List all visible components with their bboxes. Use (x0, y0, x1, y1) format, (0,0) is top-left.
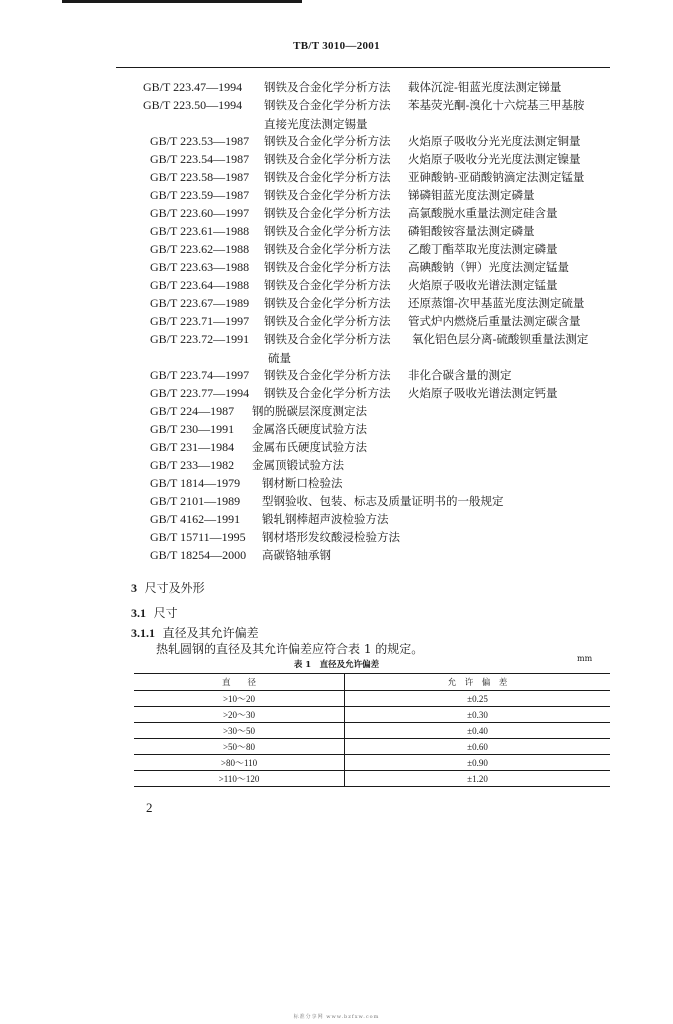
table-header-row (134, 674, 610, 691)
reference-title: 钢铁及合金化学分析方法 (264, 134, 391, 148)
reference-item (0, 98, 673, 114)
reference-method: 高氯酸脱水重量法测定硅含量 (408, 206, 558, 220)
reference-method: 磷钼酸铵容量法测定磷量 (408, 224, 535, 238)
reference-method: 苯基荧光酮-溴化十六烷基三甲基胺 (408, 98, 585, 112)
reference-item (0, 512, 673, 528)
table-row (134, 723, 610, 739)
section-3-1-1-title: 直径及其允许偏差 (162, 626, 259, 640)
reference-title: 钢铁及合金化学分析方法 (264, 206, 391, 220)
tolerance-cell: ±0.40 (345, 723, 611, 739)
reference-code: GB/T 224—1987 (150, 404, 235, 418)
tolerance-cell: ±0.90 (345, 755, 611, 771)
section-3-heading (131, 579, 205, 596)
reference-title: 金属布氏硬度试验方法 (252, 440, 367, 454)
section-3-1-1-number: 3.1.1 (131, 626, 155, 640)
reference-title: 钢铁及合金化学分析方法 (264, 80, 391, 94)
reference-title: 钢铁及合金化学分析方法 (264, 152, 391, 166)
tolerance-cell: ±1.20 (345, 771, 611, 787)
tolerance-cell: ±0.60 (345, 739, 611, 755)
reference-item (0, 134, 673, 150)
reference-code: GB/T 223.74—1997 (150, 368, 250, 382)
table-row (134, 755, 610, 771)
reference-code: GB/T 223.50—1994 (143, 98, 243, 112)
reference-code: GB/T 233—1982 (150, 458, 235, 472)
reference-code: GB/T 223.54—1987 (150, 152, 250, 166)
reference-item (0, 458, 673, 474)
reference-code: GB/T 1814—1979 (150, 476, 241, 490)
reference-title: 型钢验收、包装、标志及质量证明书的一般规定 (262, 494, 504, 508)
reference-code: GB/T 223.72—1991 (150, 332, 250, 346)
reference-item (0, 80, 673, 96)
reference-code: GB/T 223.59—1987 (150, 188, 250, 202)
reference-method: 高碘酸钠（钾）光度法测定锰量 (408, 260, 569, 274)
header-rule (116, 67, 610, 68)
reference-item (0, 188, 673, 204)
diameter-cell: >110～120 (134, 771, 345, 787)
reference-code: GB/T 223.63—1988 (150, 260, 250, 274)
reference-code: GB/T 223.47—1994 (143, 80, 243, 94)
reference-code: GB/T 223.77—1994 (150, 386, 250, 400)
header-tolerance: 允 许 偏 差 (345, 674, 611, 691)
reference-title: 钢铁及合金化学分析方法 (264, 386, 391, 400)
reference-item (0, 548, 673, 564)
reference-title: 钢的脱碳层深度测定法 (252, 404, 367, 418)
reference-continuation: 直接光度法测定锡量 (264, 117, 368, 131)
reference-item (0, 404, 673, 420)
reference-method: 火焰原子吸收分光光度法测定铜量 (408, 134, 581, 148)
reference-title: 钢铁及合金化学分析方法 (264, 188, 391, 202)
reference-title: 金属洛氏硬度试验方法 (252, 422, 367, 436)
table-row (134, 691, 610, 707)
footer-watermark: 标准分享网 www.bzfxw.com (293, 1014, 380, 1020)
reference-item (0, 224, 673, 240)
diameter-cell: >50～80 (134, 739, 345, 755)
table-row (134, 739, 610, 755)
reference-code: GB/T 4162—1991 (150, 512, 241, 526)
section-3-1-1-heading (131, 624, 259, 641)
reference-method: 亚砷酸钠-亚硝酸钠滴定法测定锰量 (408, 170, 585, 184)
reference-method: 还原蒸馏-次甲基蓝光度法测定硫量 (408, 296, 585, 310)
reference-code: GB/T 231—1984 (150, 440, 235, 454)
tolerance-cell: ±0.30 (345, 707, 611, 723)
body-paragraph: 热轧圆钢的直径及其允许偏差应符合表 1 的规定。 (156, 642, 424, 656)
reference-title: 钢材断口检验法 (262, 476, 343, 490)
reference-method: 乙酸丁酯萃取光度法测定磷量 (408, 242, 558, 256)
reference-item (0, 170, 673, 186)
reference-title: 钢材塔形发纹酸浸检验方法 (262, 530, 400, 544)
reference-code: GB/T 223.53—1987 (150, 134, 250, 148)
reference-method: 非化合碳含量的测定 (408, 368, 512, 382)
reference-method: 载体沉淀-钼蓝光度法测定锑量 (408, 80, 562, 94)
reference-item (0, 206, 673, 222)
reference-item (0, 242, 673, 258)
reference-code: GB/T 223.61—1988 (150, 224, 250, 238)
reference-method: 氧化铝色层分离-硫酸钡重量法测定 (412, 332, 589, 346)
reference-item (0, 152, 673, 168)
table-row (134, 771, 610, 787)
diameter-cell: >30～50 (134, 723, 345, 739)
reference-code: GB/T 223.60—1997 (150, 206, 250, 220)
section-3-1-number: 3.1 (131, 606, 146, 620)
reference-method: 火焰原子吸收光谱法测定钙量 (408, 386, 558, 400)
reference-code: GB/T 2101—1989 (150, 494, 241, 508)
reference-item (0, 494, 673, 510)
reference-code: GB/T 223.62—1988 (150, 242, 250, 256)
reference-method: 火焰原子吸收光谱法测定锰量 (408, 278, 558, 292)
reference-method: 锑磷钼蓝光度法测定磷量 (408, 188, 535, 202)
diameter-cell: >80～110 (134, 755, 345, 771)
reference-title: 钢铁及合金化学分析方法 (264, 98, 391, 112)
reference-title: 钢铁及合金化学分析方法 (264, 224, 391, 238)
reference-code: GB/T 18254—2000 (150, 548, 247, 562)
reference-item (0, 314, 673, 330)
reference-code: GB/T 15711—1995 (150, 530, 246, 544)
table-caption: 表 1 直径及允许偏差 (293, 660, 380, 670)
section-3-title: 尺寸及外形 (144, 581, 205, 595)
reference-item (0, 332, 673, 348)
reference-title: 钢铁及合金化学分析方法 (264, 242, 391, 256)
reference-title: 钢铁及合金化学分析方法 (264, 314, 391, 328)
reference-title: 钢铁及合金化学分析方法 (264, 368, 391, 382)
table-unit: mm (577, 654, 593, 663)
reference-item (0, 386, 673, 402)
reference-item (0, 530, 673, 546)
reference-title: 金属顶锻试验方法 (252, 458, 344, 472)
reference-title: 高碳铬轴承钢 (262, 548, 331, 562)
header-diameter: 直 径 (134, 674, 345, 691)
top-rule (62, 0, 302, 3)
section-3-1-title: 尺寸 (153, 606, 178, 620)
standard-number-header: TB/T 3010—2001 (293, 40, 380, 52)
diameter-cell: >20～30 (134, 707, 345, 723)
reference-method: 火焰原子吸收分光光度法测定镍量 (408, 152, 581, 166)
reference-title: 锻轧钢棒超声波检验方法 (262, 512, 389, 526)
tolerance-cell: ±0.25 (345, 691, 611, 707)
table-row (134, 707, 610, 723)
reference-item (0, 422, 673, 438)
reference-title: 钢铁及合金化学分析方法 (264, 170, 391, 184)
reference-item (0, 296, 673, 312)
reference-item (0, 440, 673, 456)
page-number: 2 (146, 800, 153, 815)
diameter-cell: >10～20 (134, 691, 345, 707)
reference-item (0, 368, 673, 384)
reference-title: 钢铁及合金化学分析方法 (264, 332, 391, 346)
section-3-1-heading (131, 604, 178, 621)
reference-code: GB/T 223.67—1989 (150, 296, 250, 310)
reference-method: 管式炉内燃烧后重量法测定碳含量 (408, 314, 581, 328)
reference-code: GB/T 223.64—1988 (150, 278, 250, 292)
reference-item (0, 476, 673, 492)
reference-item (0, 278, 673, 294)
reference-continuation: 硫量 (268, 351, 291, 365)
section-3-number: 3 (131, 581, 137, 595)
diameter-tolerance-table (134, 673, 610, 787)
reference-title: 钢铁及合金化学分析方法 (264, 278, 391, 292)
reference-item (0, 260, 673, 276)
reference-title: 钢铁及合金化学分析方法 (264, 296, 391, 310)
reference-code: GB/T 230—1991 (150, 422, 235, 436)
reference-code: GB/T 223.71—1997 (150, 314, 250, 328)
reference-code: GB/T 223.58—1987 (150, 170, 250, 184)
reference-title: 钢铁及合金化学分析方法 (264, 260, 391, 274)
